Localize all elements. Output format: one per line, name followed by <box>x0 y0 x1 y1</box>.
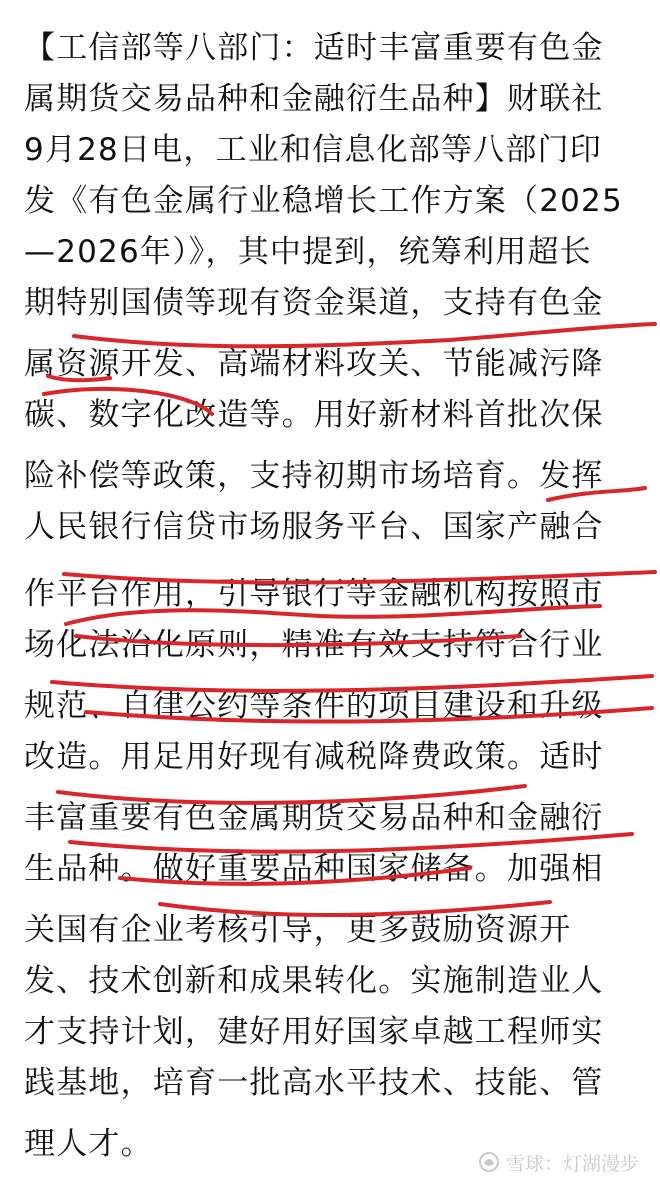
text-line: 【工信部等八部门：适时丰富重要有色金 <box>24 30 604 66</box>
text-line: 生品种。做好重要品种国家储备。加强相 <box>24 851 604 887</box>
text-line: 关国有企业考核引导，更多鼓励资源开 <box>24 912 572 948</box>
text-line: 改造。用足用好现有减税降费政策。适时 <box>24 739 604 775</box>
text-line: 人民银行信贷市场服务平台、国家产融合 <box>24 509 604 545</box>
text-line: 规范、自律公约等条件的项目建设和升级 <box>24 688 604 724</box>
text-line: 丰富重要有色金属期货交易品种和金融衍 <box>24 800 604 836</box>
watermark <box>478 1148 639 1176</box>
text-line: 期特别国债等现有资金渠道，支持有色金 <box>24 285 604 321</box>
watermark-text: 雪球：灯湖漫步 <box>506 1152 640 1175</box>
text-line: —2026年）》，其中提到，统筹利用超长 <box>24 234 592 270</box>
xueqiu-logo-icon <box>478 1151 500 1173</box>
text-line: 属资源开发、高端材料攻关、节能减污降 <box>24 346 604 382</box>
text-line: 发《有色金属行业稳增长工作方案（2025 <box>24 183 623 219</box>
text-line: 场化法治化原则，精准有效支持符合行业 <box>24 627 604 663</box>
text-line: 理人才。 <box>24 1126 153 1162</box>
text-line: 属期货交易品种和金融衍生品种】财联社 <box>24 81 604 117</box>
text-line: 发、技术创新和成果转化。实施制造业人 <box>24 963 604 999</box>
text-line: 才支持计划，建好用好国家卓越工程师实 <box>24 1014 604 1050</box>
text-line: 碳、数字化改造等。用好新材料首批次保 <box>24 397 604 433</box>
text-line: 作平台作用，引导银行等金融机构按照市 <box>24 576 604 612</box>
text-line: 践基地，培育一批高水平技术、技能、管 <box>24 1065 604 1101</box>
text-line: 险补偿等政策，支持初期市场培育。发挥 <box>24 458 604 494</box>
text-line: 9月28日电，工业和信息化部等八部门印 <box>24 132 602 168</box>
